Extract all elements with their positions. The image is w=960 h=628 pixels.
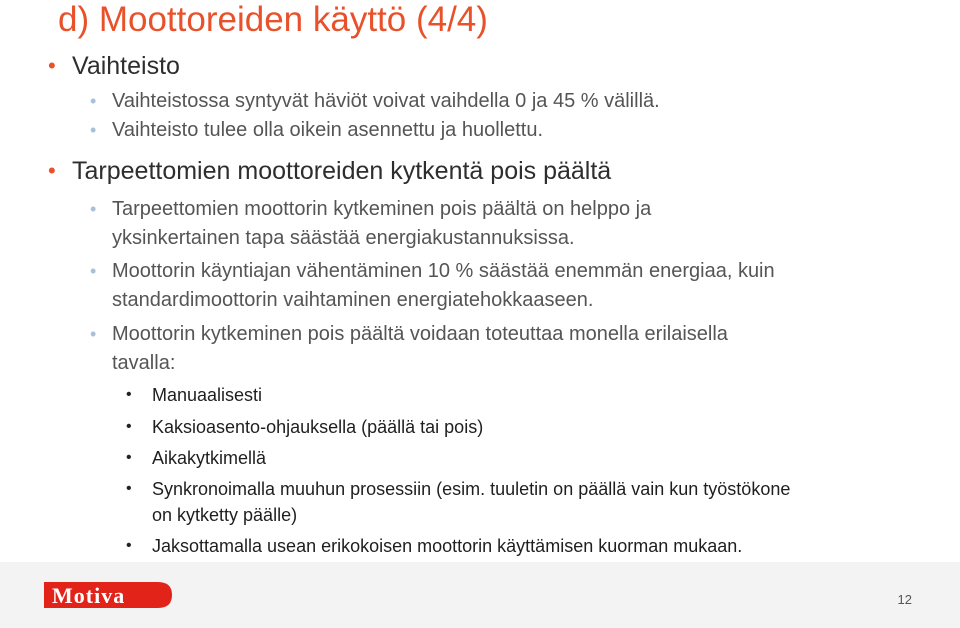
svg-text:Motiva: Motiva [52,583,126,608]
bullet-text: Vaihteisto [72,52,180,80]
page-number: 12 [897,592,912,607]
bullet-dot-icon: • [126,418,132,435]
bullet-dot-icon: • [90,324,97,344]
bullet-dot-icon: • [126,480,132,497]
bullet-dot-icon: • [90,120,97,140]
motiva-logo [40,578,180,617]
sub-bullet-text: Vaihteisto tulee olla oikein asennettu ja huollettu. [112,119,544,141]
bullet-dot-icon: • [90,199,97,219]
bullet-dot-icon: • [90,261,97,281]
sub-sub-bullet-text: Manuaalisesti [152,385,263,405]
sub-bullet-text: Moottorin kytkeminen pois päältä voidaan toteuttaa monella erilaisella [112,323,728,345]
sub-bullet-text-cont: tavalla: [112,352,176,374]
bullet-dot-icon: • [126,386,132,403]
sub-bullet-text-cont: yksinkertainen tapa säästää energiakustannuksissa. [112,227,575,249]
sub-bullet-text: Tarpeettomien moottorin kytkeminen pois päältä on helppo ja [112,198,652,220]
bullet-text: Tarpeettomien moottoreiden kytkentä pois päältä [72,157,612,185]
bullet-dot-icon: • [48,158,56,183]
slide-title: d) Moottoreiden käyttö (4/4) [58,0,488,39]
sub-sub-bullet-text: Jaksottamalla usean erikokoisen moottorin käyttämisen kuorman mukaan. [152,536,743,556]
bullet-dot-icon: • [126,449,132,466]
sub-bullet-text-cont: standardimoottorin vaihtaminen energiatehokkaaseen. [112,289,594,311]
sub-sub-bullet-text: Synkronoimalla muuhun prosessiin (esim. tuuletin on päällä vain kun työstökone [152,479,791,499]
sub-sub-bullet-text: Kaksioasento-ohjauksella (päällä tai pois) [152,417,484,437]
sub-bullet-text: Moottorin käyntiajan vähentäminen 10 % säästää enemmän energiaa, kuin [112,260,775,282]
bullet-dot-icon: • [90,91,97,111]
sub-sub-bullet-text: Aikakytkimellä [152,448,267,468]
bullet-dot-icon: • [126,537,132,554]
bullet-dot-icon: • [48,53,56,78]
sub-bullet-text: Vaihteistossa syntyvät häviöt voivat vaihdella 0 ja 45 % välillä. [112,90,660,112]
sub-sub-bullet-text-cont: on kytketty päälle) [152,505,298,525]
